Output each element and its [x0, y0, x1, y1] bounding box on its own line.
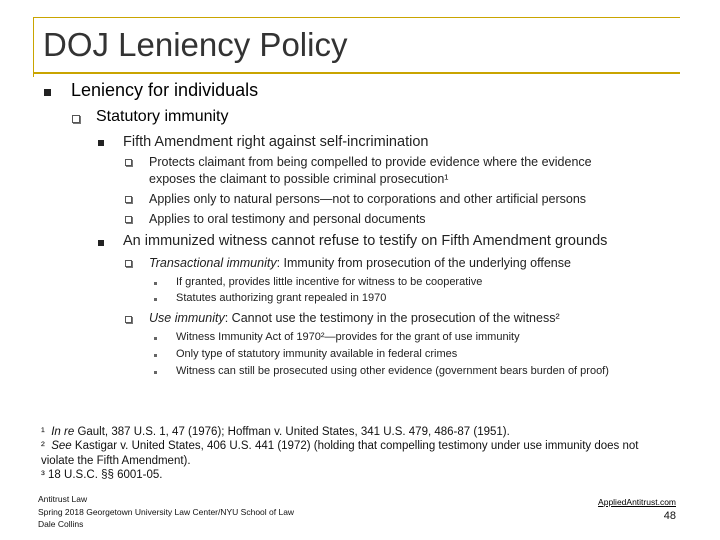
- bullet-statutory-immunity: Statutory immunity: [96, 108, 229, 125]
- square-bullet-icon: [98, 240, 104, 246]
- hollow-square-bullet-icon: [72, 115, 80, 123]
- footnote-1-text: Gault, 387 U.S. 1, 47 (1976); Hoffman v. United States, 341 U.S. 479, 486-87 (1951).: [74, 426, 510, 438]
- footnote-1-mark: ¹: [41, 426, 45, 438]
- square-bullet-icon: [98, 140, 104, 146]
- hollow-square-bullet-icon: [125, 196, 132, 203]
- slide-title: DOJ Leniency Policy: [43, 26, 348, 63]
- bullet-statutes-repealed: Statutes authorizing grant repealed in 1970: [176, 292, 387, 304]
- footnote-2-signal: See: [51, 440, 72, 452]
- bullet-fifth-amendment: Fifth Amendment right against self-incrimination: [123, 134, 429, 150]
- bullet-transactional-immunity: [149, 256, 571, 270]
- bullet-oral-testimony: Applies to oral testimony and personal documents: [149, 212, 426, 226]
- bullet-immunized-witness: An immunized witness cannot refuse to testify on Fifth Amendment grounds: [123, 233, 608, 249]
- bullet-protects-line1: Protects claimant from being compelled to provide evidence where the evidence: [149, 155, 592, 169]
- footer-author: Dale Collins: [38, 519, 84, 529]
- square-bullet-icon: [44, 89, 51, 96]
- footnote-1: [41, 426, 510, 438]
- bullet-if-granted: If granted, provides little incentive for witness to be cooperative: [176, 276, 483, 288]
- footer-course: Antitrust Law: [38, 494, 88, 504]
- title-rule: [33, 72, 680, 74]
- use-term: Use immunity: [149, 311, 225, 325]
- footer-term: Spring 2018 Georgetown University Law Center/NYU School of Law: [38, 507, 295, 517]
- frame-left-line: [33, 17, 34, 77]
- footnote-2-mark: ²: [41, 440, 45, 452]
- transactional-term: Transactional immunity: [149, 256, 277, 270]
- bullet-witness-immunity-act: Witness Immunity Act of 1970²—provides for the grant of use immunity: [176, 331, 520, 343]
- footnote-3: [41, 469, 162, 481]
- bullet-protects-line2: exposes the claimant to possible criminal prosecution¹: [149, 172, 449, 186]
- bullet-only-type: Only type of statutory immunity available in federal crimes: [176, 348, 458, 360]
- dot-bullet-icon: [154, 354, 157, 357]
- frame-top-line: [33, 17, 680, 18]
- hollow-square-bullet-icon: [125, 216, 132, 223]
- dot-bullet-icon: [154, 371, 157, 374]
- bullet-use-immunity: [149, 311, 560, 325]
- footnote-2: [41, 440, 639, 452]
- hollow-square-bullet-icon: [125, 316, 132, 323]
- dot-bullet-icon: [154, 337, 157, 340]
- transactional-text: : Immunity from prosecution of the underlying offense: [276, 256, 571, 270]
- bullet-natural-persons: Applies only to natural persons—not to corporations and other artificial persons: [149, 192, 587, 206]
- footnote-1-signal: In re: [51, 426, 75, 438]
- footnote-3-mark: ³: [41, 469, 45, 481]
- page-number: 48: [663, 510, 676, 522]
- footnote-3-text: 18 U.S.C. §§ 6001-05.: [44, 469, 163, 481]
- bullet-leniency-individuals: Leniency for individuals: [71, 80, 259, 100]
- bullet-still-prosecuted: Witness can still be prosecuted using other evidence (government bears burden of proof): [176, 365, 609, 377]
- footer-link[interactable]: AppliedAntitrust.com: [598, 497, 676, 507]
- hollow-square-bullet-icon: [125, 260, 132, 267]
- dot-bullet-icon: [154, 282, 157, 285]
- use-text: : Cannot use the testimony in the prosecution of the witness²: [224, 311, 560, 325]
- footnote-2-continued: violate the Fifth Amendment).: [41, 455, 191, 467]
- dot-bullet-icon: [154, 298, 157, 301]
- hollow-square-bullet-icon: [125, 159, 132, 166]
- footnote-2-text: Kastigar v. United States, 406 U.S. 441 (1972) (holding that compelling testimony under use immunity does not: [71, 440, 639, 452]
